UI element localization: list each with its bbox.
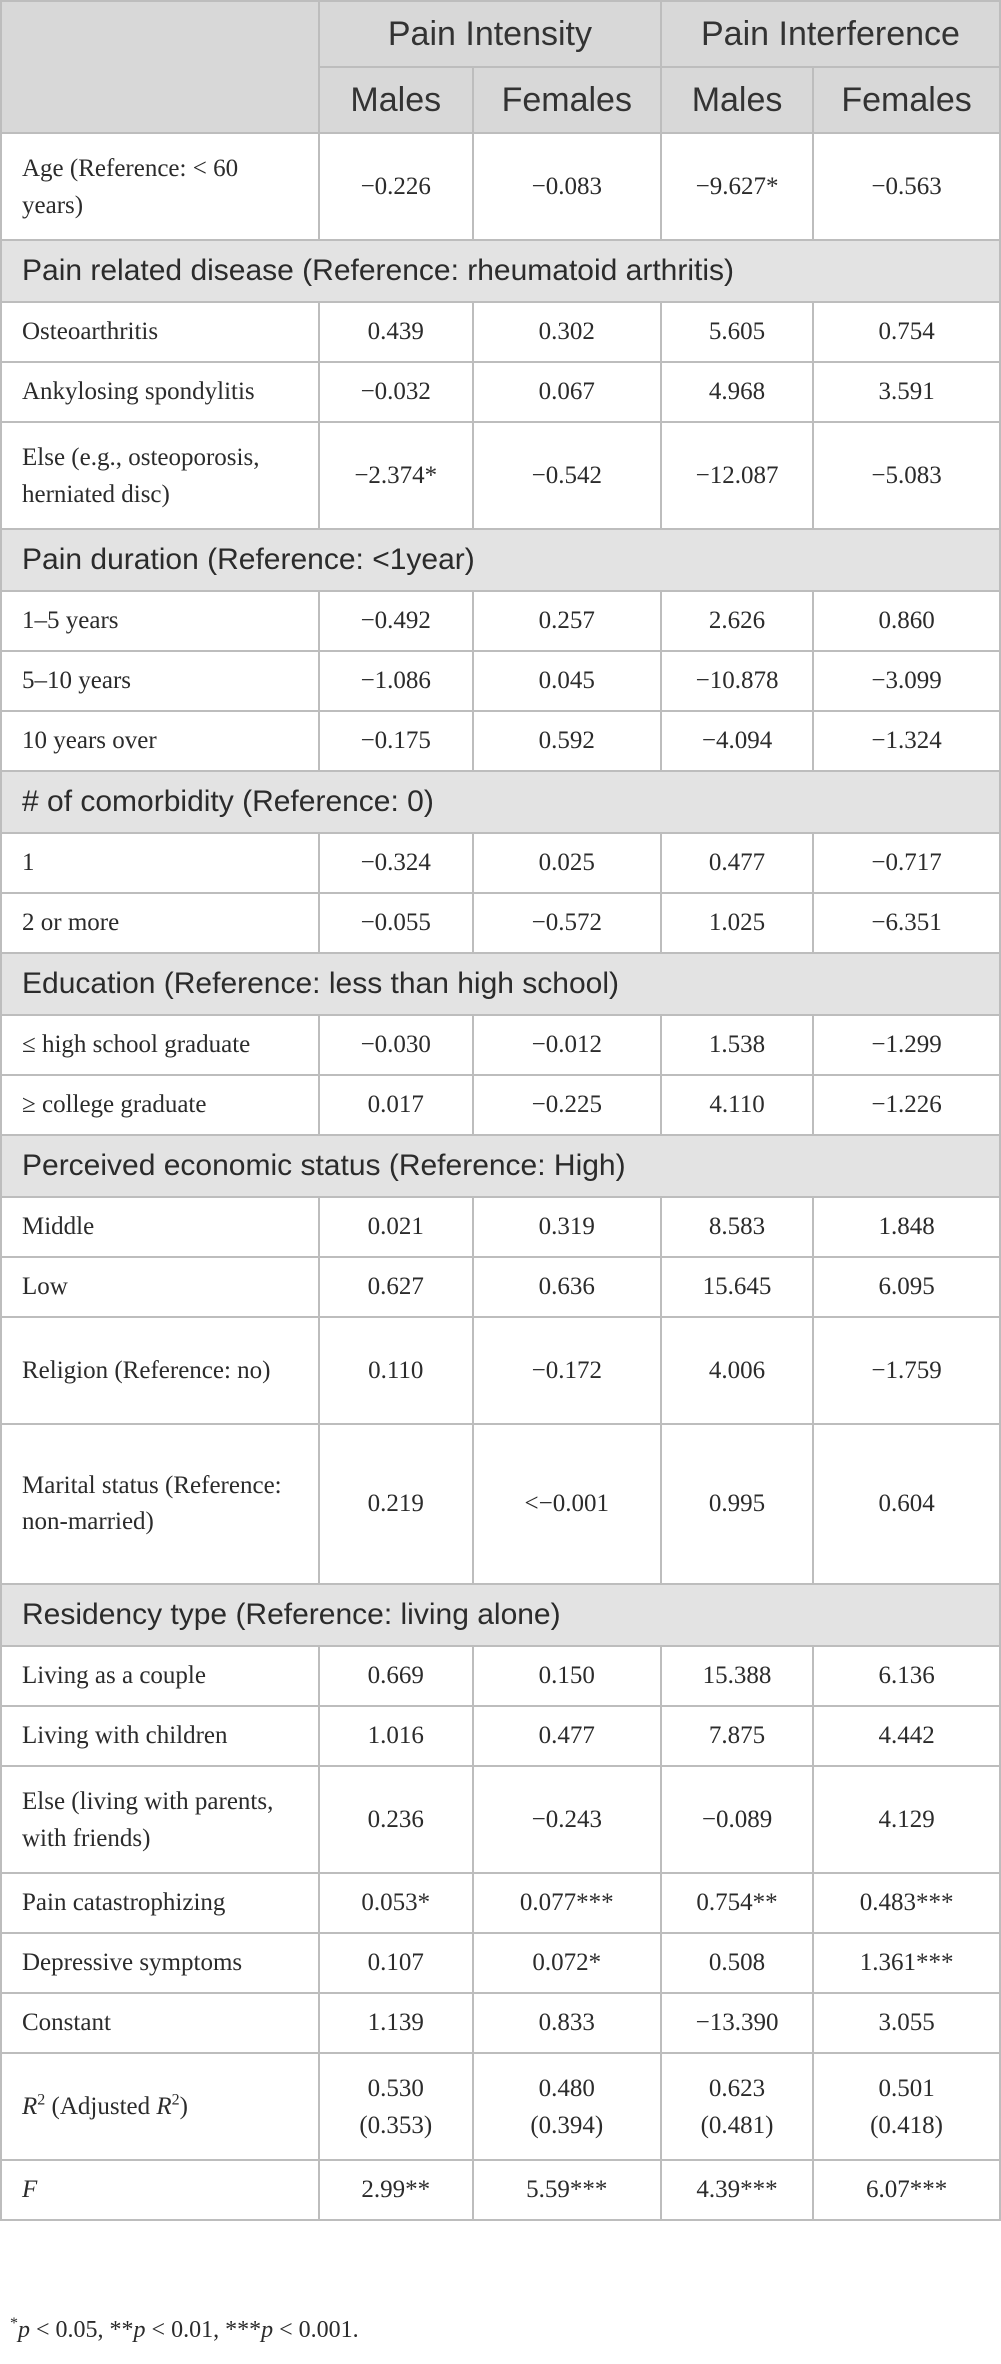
cell-interference-males: 5.605	[661, 302, 813, 362]
cell-interference-males: 4.006	[661, 1317, 813, 1424]
category-row	[1, 771, 1000, 833]
cell-interference-males: 4.110	[661, 1075, 813, 1135]
cell-interference-females: −1.324	[813, 711, 1000, 771]
cell-intensity-males: −2.374*	[319, 422, 473, 529]
cell-interference-females: −1.299	[813, 1015, 1000, 1075]
cell-interference-males: 7.875	[661, 1706, 813, 1766]
category-row	[1, 529, 1000, 591]
table-footnote	[10, 2317, 359, 2344]
r2-mid: (Adjusted	[45, 2092, 157, 2120]
cell-intensity-males: 0.439	[319, 302, 473, 362]
row-label: Osteoarthritis	[1, 302, 319, 362]
cell-intensity-males: 0.627	[319, 1257, 473, 1317]
r-superscript: 2	[37, 2091, 46, 2109]
adjusted-r2-value: (0.481)	[700, 2111, 774, 2139]
table-row	[1, 1257, 1000, 1317]
cell-intensity-females: 0.592	[473, 711, 661, 771]
table-row	[1, 1075, 1000, 1135]
row-label: 2 or more	[1, 893, 319, 953]
table-row	[1, 422, 1000, 529]
category-row	[1, 1135, 1000, 1197]
cell-intensity-females: 0.477	[473, 1706, 661, 1766]
table-header	[1, 1, 1000, 133]
cell-interference-females: 6.095	[813, 1257, 1000, 1317]
cell-intensity-females: 0.067	[473, 362, 661, 422]
r2-end: )	[179, 2092, 188, 2120]
table-row	[1, 1646, 1000, 1706]
f-symbol: F	[22, 2176, 38, 2203]
category-label: Pain related disease (Reference: rheumatoid arthritis)	[1, 240, 1000, 302]
table-row	[1, 133, 1000, 240]
row-label: ≥ college graduate	[1, 1075, 319, 1135]
cell-intensity-females: 0.045	[473, 651, 661, 711]
cell-intensity-females: 0.319	[473, 1197, 661, 1257]
cell-interference-males: −4.094	[661, 711, 813, 771]
cell-intensity-females: −0.012	[473, 1015, 661, 1075]
table-row	[1, 833, 1000, 893]
row-label: Living with children	[1, 1706, 319, 1766]
r2-value: 0.623	[708, 2074, 766, 2102]
row-label: Middle	[1, 1197, 319, 1257]
cell-interference-males: 0.995	[661, 1424, 813, 1584]
header-corner	[1, 1, 319, 133]
cell-intensity-males: −0.175	[319, 711, 473, 771]
table-row	[1, 1933, 1000, 1993]
row-label: Age (Reference: < 60 years)	[1, 133, 319, 240]
cell-interference-females: 0.754	[813, 302, 1000, 362]
row-label: Else (living with parents, with friends)	[1, 1766, 319, 1873]
header-interference-males: Males	[661, 67, 813, 133]
cell-intensity-males: 0.219	[319, 1424, 473, 1584]
table-body	[1, 133, 1000, 2220]
cell-intensity-females: 0.833	[473, 1993, 661, 2053]
cell-intensity-females: 0.302	[473, 302, 661, 362]
row-label: 1–5 years	[1, 591, 319, 651]
row-label: Low	[1, 1257, 319, 1317]
cell-interference-males: −9.627*	[661, 133, 813, 240]
row-label	[1, 2053, 319, 2160]
cell-intensity-females: 0.636	[473, 1257, 661, 1317]
cell-intensity-males: 0.669	[319, 1646, 473, 1706]
f-statistic-row	[1, 2160, 1000, 2220]
cell-interference-males: 4.968	[661, 362, 813, 422]
cell-intensity-males: −0.492	[319, 591, 473, 651]
cell-interference-males: 15.388	[661, 1646, 813, 1706]
header-intensity-females: Females	[473, 67, 661, 133]
cell-intensity-females: 0.150	[473, 1646, 661, 1706]
table-row	[1, 1766, 1000, 1873]
cell-interference-females: 3.591	[813, 362, 1000, 422]
adjusted-r2-value: (0.353)	[359, 2111, 433, 2139]
row-label	[1, 2160, 319, 2220]
cell-interference-males: 1.025	[661, 893, 813, 953]
cell-interference-females: −6.351	[813, 893, 1000, 953]
cell-interference-males: 0.477	[661, 833, 813, 893]
category-row	[1, 1584, 1000, 1646]
category-row	[1, 240, 1000, 302]
cell-intensity-females: 0.072*	[473, 1933, 661, 1993]
row-label: 10 years over	[1, 711, 319, 771]
cell-intensity-males: −0.226	[319, 133, 473, 240]
category-label: Perceived economic status (Reference: High)	[1, 1135, 1000, 1197]
cell-interference-females: −5.083	[813, 422, 1000, 529]
cell-interference-males: 2.626	[661, 591, 813, 651]
footnote-text: < 0.01, ***	[145, 2317, 262, 2343]
row-label: 1	[1, 833, 319, 893]
row-label: Constant	[1, 1993, 319, 2053]
table-row	[1, 1197, 1000, 1257]
row-label: Pain catastrophizing	[1, 1873, 319, 1933]
cell-intensity-males: 0.021	[319, 1197, 473, 1257]
table-row	[1, 302, 1000, 362]
cell-interference-females: −0.563	[813, 133, 1000, 240]
row-label: ≤ high school graduate	[1, 1015, 319, 1075]
cell-intensity-males: −1.086	[319, 651, 473, 711]
cell-interference-males: 8.583	[661, 1197, 813, 1257]
cell-interference-females: 1.361***	[813, 1933, 1000, 1993]
cell-interference-females: 6.136	[813, 1646, 1000, 1706]
cell-intensity-males: 0.110	[319, 1317, 473, 1424]
adjusted-r2-value: (0.418)	[870, 2111, 944, 2139]
cell-interference-males: 4.39***	[661, 2160, 813, 2220]
r2-value: 0.501	[878, 2074, 935, 2102]
cell-interference-females: 0.860	[813, 591, 1000, 651]
r-symbol: R	[156, 2092, 172, 2120]
row-label: Marital status (Reference: non-married)	[1, 1424, 319, 1584]
cell-interference-males: −0.089	[661, 1766, 813, 1873]
r2-value: 0.480	[538, 2074, 595, 2102]
table-row	[1, 1015, 1000, 1075]
footnote-text: < 0.001.	[273, 2317, 359, 2343]
adjusted-r2-value: (0.394)	[530, 2111, 604, 2139]
r-superscript: 2	[171, 2091, 180, 2109]
footnote-p: p	[261, 2317, 274, 2343]
table-row	[1, 1873, 1000, 1933]
cell-interference-females: −1.226	[813, 1075, 1000, 1135]
row-label: Ankylosing spondylitis	[1, 362, 319, 422]
header-pain-interference: Pain Interference	[661, 1, 1000, 67]
table-row	[1, 1317, 1000, 1424]
row-label: Religion (Reference: no)	[1, 1317, 319, 1424]
cell-intensity-females: 5.59***	[473, 2160, 661, 2220]
table-row	[1, 1706, 1000, 1766]
cell-intensity-females: −0.542	[473, 422, 661, 529]
category-row	[1, 953, 1000, 1015]
header-intensity-males: Males	[319, 67, 473, 133]
cell-interference-females: 4.442	[813, 1706, 1000, 1766]
cell-intensity-males: 0.236	[319, 1766, 473, 1873]
cell-interference-males: 15.645	[661, 1257, 813, 1317]
footnote-star: *	[10, 2315, 18, 2332]
table-row	[1, 1993, 1000, 2053]
cell-interference-males: 1.538	[661, 1015, 813, 1075]
cell-intensity-females: −0.172	[473, 1317, 661, 1424]
cell-interference-females: −0.717	[813, 833, 1000, 893]
cell-interference-males: 0.508	[661, 1933, 813, 1993]
table-row	[1, 362, 1000, 422]
category-label: Education (Reference: less than high school)	[1, 953, 1000, 1015]
cell-interference-females: 1.848	[813, 1197, 1000, 1257]
cell-intensity-males: 1.016	[319, 1706, 473, 1766]
footnote-p: p	[133, 2317, 146, 2343]
cell-intensity-females: <−0.001	[473, 1424, 661, 1584]
cell-intensity-males: −0.030	[319, 1015, 473, 1075]
cell-intensity-females: −0.243	[473, 1766, 661, 1873]
cell-intensity-females: −0.225	[473, 1075, 661, 1135]
cell-intensity-males: 0.053*	[319, 1873, 473, 1933]
cell-intensity-males: 1.139	[319, 1993, 473, 2053]
cell-intensity-females: −0.083	[473, 133, 661, 240]
header-pain-intensity: Pain Intensity	[319, 1, 661, 67]
cell-intensity-males: −0.055	[319, 893, 473, 953]
cell-interference-females: −1.759	[813, 1317, 1000, 1424]
table-row	[1, 651, 1000, 711]
category-label: # of comorbidity (Reference: 0)	[1, 771, 1000, 833]
row-label: Depressive symptoms	[1, 1933, 319, 1993]
cell-intensity-males: −0.324	[319, 833, 473, 893]
cell-interference-females	[813, 2053, 1000, 2160]
cell-intensity-males: 0.017	[319, 1075, 473, 1135]
cell-interference-females: −3.099	[813, 651, 1000, 711]
footnote-text: < 0.05, **	[30, 2317, 134, 2343]
footnote-p: p	[18, 2317, 30, 2343]
r-squared-row	[1, 2053, 1000, 2160]
cell-intensity-males: 2.99**	[319, 2160, 473, 2220]
table-row	[1, 1424, 1000, 1584]
cell-interference-males: −13.390	[661, 1993, 813, 2053]
r-symbol: R	[22, 2092, 38, 2120]
r2-value: 0.530	[367, 2074, 424, 2102]
cell-interference-males	[661, 2053, 813, 2160]
category-label: Pain duration (Reference: <1year)	[1, 529, 1000, 591]
cell-intensity-females: 0.077***	[473, 1873, 661, 1933]
table-row	[1, 591, 1000, 651]
cell-intensity-males	[319, 2053, 473, 2160]
cell-interference-males: 0.754**	[661, 1873, 813, 1933]
row-label: 5–10 years	[1, 651, 319, 711]
cell-interference-males: −10.878	[661, 651, 813, 711]
table-row	[1, 711, 1000, 771]
row-label: Else (e.g., osteoporosis, herniated disc)	[1, 422, 319, 529]
cell-interference-females: 4.129	[813, 1766, 1000, 1873]
cell-intensity-females: 0.257	[473, 591, 661, 651]
cell-intensity-females	[473, 2053, 661, 2160]
cell-interference-females: 0.483***	[813, 1873, 1000, 1933]
cell-intensity-females: −0.572	[473, 893, 661, 953]
cell-interference-females: 3.055	[813, 1993, 1000, 2053]
cell-interference-females: 0.604	[813, 1424, 1000, 1584]
cell-intensity-males: −0.032	[319, 362, 473, 422]
cell-intensity-males: 0.107	[319, 1933, 473, 1993]
cell-interference-females: 6.07***	[813, 2160, 1000, 2220]
cell-interference-males: −12.087	[661, 422, 813, 529]
table-row	[1, 893, 1000, 953]
row-label: Living as a couple	[1, 1646, 319, 1706]
header-interference-females: Females	[813, 67, 1000, 133]
cell-intensity-females: 0.025	[473, 833, 661, 893]
category-label: Residency type (Reference: living alone)	[1, 1584, 1000, 1646]
